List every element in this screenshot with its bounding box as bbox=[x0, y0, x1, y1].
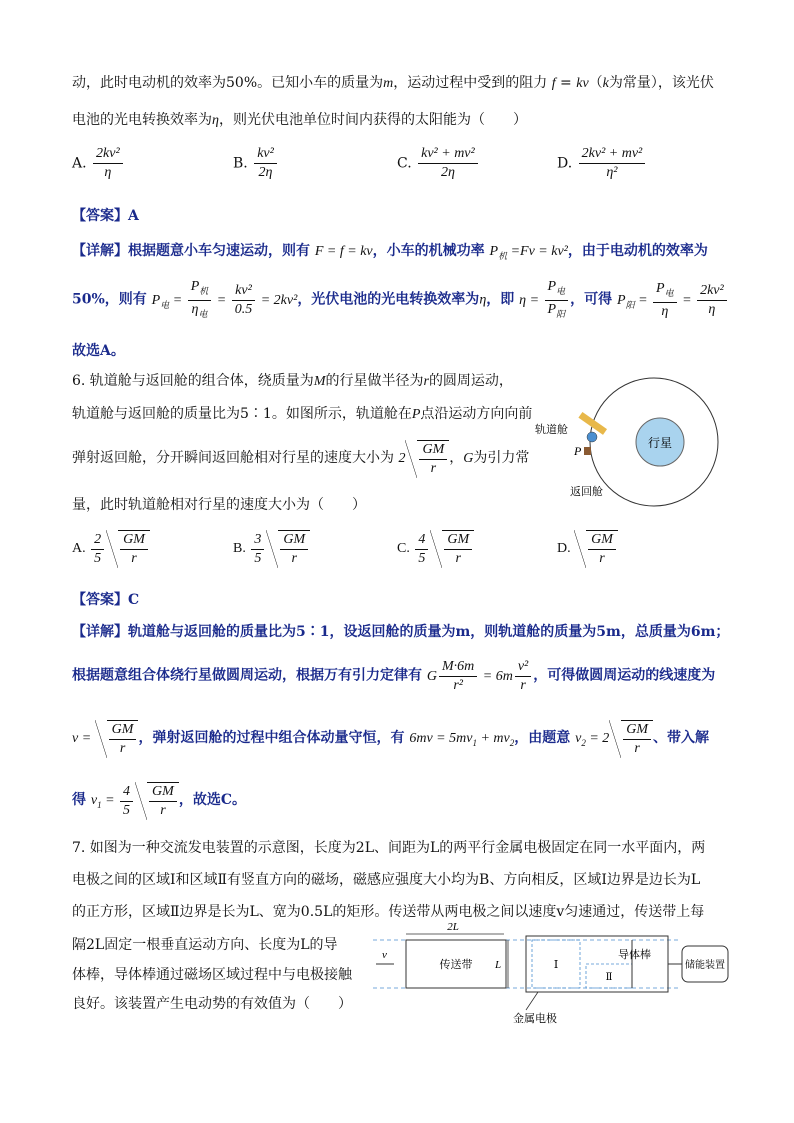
q6-option-a[interactable]: A. $\frac{2}{5}$ $\frac{GM}{r}$ bbox=[72, 530, 150, 568]
q6-detail-line4: 得 $v_1$ = $\frac{4}{5}$ $\frac{GM}{r}$ ，故选C。 bbox=[72, 783, 246, 818]
q5-option-d[interactable]: D. $\frac{\text{2kv² + mv²}}{\text{η²}}$ bbox=[557, 145, 647, 182]
velocity-label: v bbox=[382, 949, 387, 961]
electrode-label: 金属电极 bbox=[513, 1012, 557, 1025]
q5-option-b[interactable]: B. $\frac{\text{kv²}}{2\eta}$ bbox=[233, 145, 279, 182]
q5-option-c[interactable]: C. $\frac{\text{kv² + mv²}}{2\eta}$ bbox=[397, 145, 480, 182]
q7-line4: 隔2L固定一根垂直运动方向、长度为L的导 bbox=[72, 937, 338, 953]
solar-panel-icon bbox=[578, 412, 607, 435]
belt-label: 传送带 bbox=[439, 958, 473, 971]
q5-option-a[interactable]: A. $\frac{\text{2kv²}}{\eta}$ bbox=[72, 145, 125, 182]
side-label: L bbox=[495, 959, 502, 971]
capsule-icon bbox=[584, 447, 591, 455]
q6-line4: 量，此时轨道舱相对行星的速度大小为（ ） bbox=[72, 497, 366, 513]
q5-answer: 【答案】A bbox=[72, 208, 139, 224]
q5-conclusion: 故选A。 bbox=[72, 343, 125, 359]
point-label: P bbox=[574, 444, 582, 458]
q6-line2: 轨道舱与返回舱的质量比为5∶1。如图所示，轨道舱在P点沿运动方向向前 bbox=[72, 406, 533, 422]
q6-answer: 【答案】C bbox=[72, 592, 140, 608]
q6-option-c[interactable]: C. $\frac{4}{5}$ $\frac{GM}{r}$ bbox=[397, 530, 474, 568]
q6-detail-line1: 【详解】轨道舱与返回舱的质量比为5∶1，设返回舱的质量为m，则轨道舱的质量为5m，总质量为6m； bbox=[72, 624, 730, 640]
region1-label: Ⅰ bbox=[553, 958, 559, 971]
q5-line2: 电池的光电转换效率为η，则光伏电池单位时间内获得的太阳能为（ ） bbox=[72, 112, 527, 128]
rod-label: 导体棒 bbox=[618, 948, 651, 961]
region2-label: Ⅱ bbox=[605, 972, 613, 983]
q7-line3: 的正方形，区域Ⅱ边界是长为L、宽为0.5L的矩形。传送带从两电极之间以速度v匀速通过，传送带上每 bbox=[72, 904, 705, 920]
q6-line3: 弹射返回舱，分开瞬间返回舱相对行星的速度大小为 2 $\frac{GM}{r}$ ，G为引力常 bbox=[72, 442, 530, 476]
q7-line6: 良好。该装置产生电动势的有效值为（ ） bbox=[72, 996, 352, 1012]
storage-label: 储能装置 bbox=[685, 960, 725, 971]
q6-detail-line2: 根据题意组合体绕行星做圆周运动，根据万有引力定律有 G $\frac{M\cdot 6m}{\text{r²}}$ = 6m $\frac{\text{v²}}{r}$ ，可得做圆周运动的线速度为 bbox=[72, 659, 716, 693]
q5-detail-line1: 【详解】根据题意小车匀速运动，则有 F = f = kv，小车的机械功率 $P_机 =Fv = kv^2$，由于电动机的效率为 bbox=[72, 243, 708, 261]
orbiter-icon bbox=[587, 432, 597, 442]
q7-line1: 7. 如图为一种交流发电装置的示意图，长度为2L、间距为L的两平行金属电极固定在同一水平面内，两 bbox=[72, 840, 706, 856]
q6-detail-line3: v = $\frac{GM}{r}$ ，弹射返回舱的过程中组合体动量守恒，有 $6mv = 5mv_1 + mv_2$，由题意 $v_2 = 2$ $\frac{GM}{r}$ 、带入解 bbox=[72, 722, 710, 756]
orbiter-label: 轨道舱 bbox=[535, 423, 568, 436]
q7-generator-diagram bbox=[368, 918, 738, 1026]
length-label: 2L bbox=[447, 921, 459, 933]
capsule-label: 返回舱 bbox=[570, 485, 603, 498]
planet-label: 行星 bbox=[647, 436, 673, 450]
q6-option-d[interactable]: D. $\frac{GM}{r}$ bbox=[557, 530, 618, 568]
q6-line1: 6. 轨道舱与返回舱的组合体，绕质量为M的行星做半径为r的圆周运动， bbox=[72, 373, 513, 389]
q7-line2: 电极之间的区域Ⅰ和区域Ⅱ有竖直方向的磁场，磁感应强度大小均为B、方向相反，区域Ⅰ边界是边长为L bbox=[72, 872, 701, 888]
q6-option-b[interactable]: B. $\frac{3}{5}$ $\frac{GM}{r}$ bbox=[233, 530, 310, 568]
q6-orbit-diagram bbox=[530, 375, 730, 510]
q5-line1: 动，此时电动机的效率为50%。已知小车的质量为m，运动过程中受到的阻力 f = kv（k为常量），该光伏 bbox=[72, 75, 714, 91]
q5-detail-line2: 50%，则有 $P_电$ = $\frac{P_机}{\eta_电}$ = $\frac{\text{kv²}}{0.5}$ = 2kv²，光伏电池的光电转换效率为η，即 η = $\frac{P_电}{P_阳}$ ，可得 $P_阳$ = $\frac{P_电}{\eta}$ = $\frac{\text{2kv²}}{\eta}$ bbox=[72, 278, 729, 323]
q7-line5: 体棒，导体棒通过磁场区域过程中与电极接触 bbox=[72, 967, 352, 983]
